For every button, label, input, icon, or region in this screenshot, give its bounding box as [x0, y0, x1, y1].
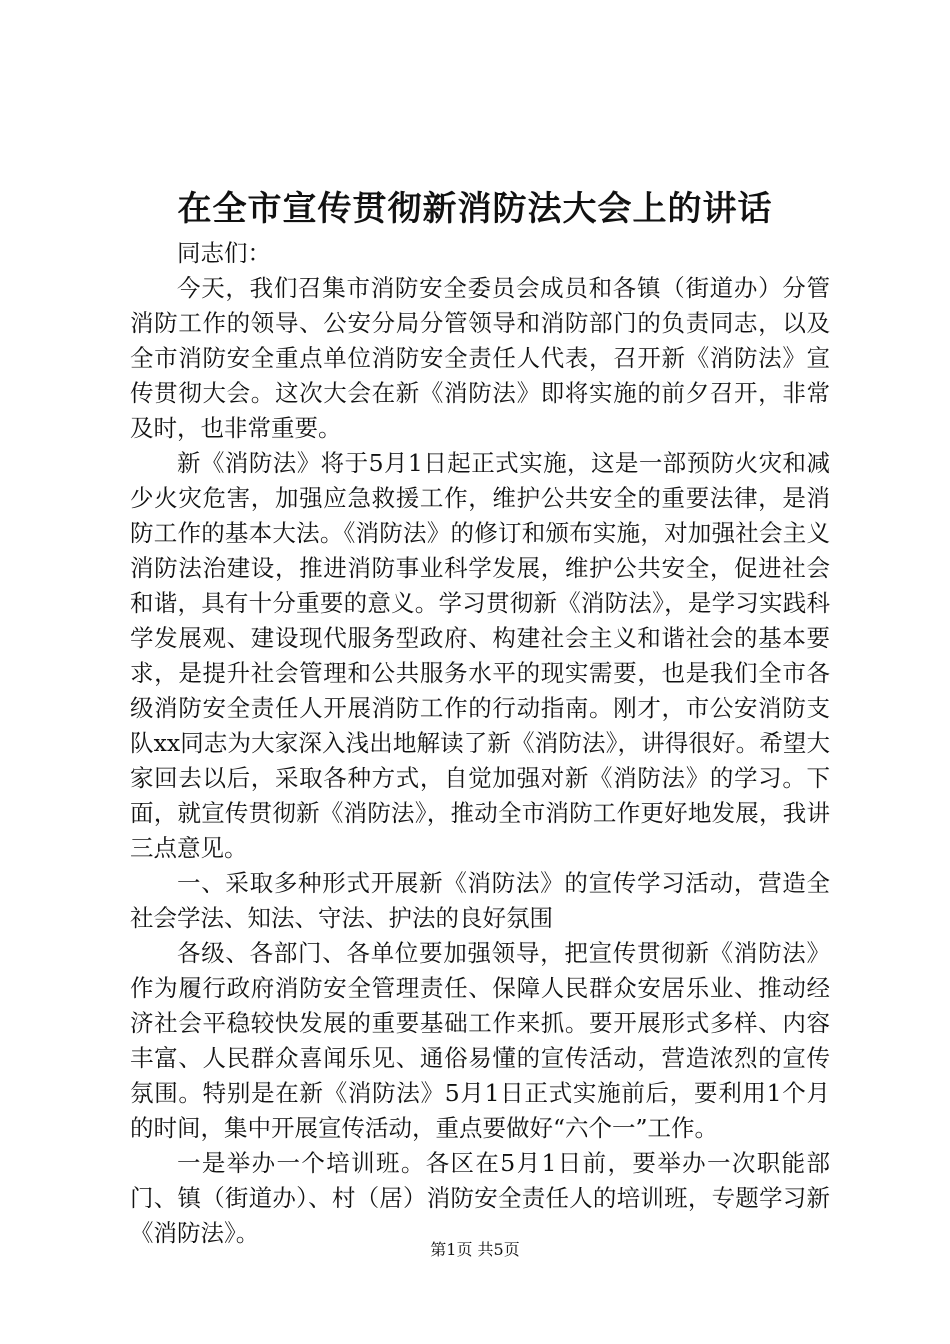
paragraph-publicity: 各级、各部门、各单位要加强领导，把宣传贯彻新《消防法》作为履行政府消防安全管理责任、保障人民群众安居乐业、推动经济社会平稳较快发展的重要基础工作来抓。要开展形式多样、内容丰富、人民群众喜闻乐见、通俗易懂的宣传活动，营造浓烈的宣传氛围。特别是在新《消防法》5月1日正式实施前后，要利用1个月的时间，集中开展宣传活动，重点要做好“六个一”工作。	[130, 939, 830, 1142]
paragraph-salutation: 同志们：	[177, 239, 271, 267]
section-heading-one: 一、采取多种形式开展新《消防法》的宣传学习活动，营造全社会学法、知法、守法、护法的良好氛围	[130, 869, 830, 932]
paragraph-training: 一是举办一个培训班。各区在5月1日前，要举办一次职能部门、镇（街道办）、村（居）消防安全责任人的培训班，专题学习新《消防法》。	[130, 1149, 830, 1247]
document-title: 在全市宣传贯彻新消防法大会上的讲话	[177, 189, 773, 229]
paragraph-opening: 今天，我们召集市消防安全委员会成员和各镇（街道办）分管消防工作的领导、公安分局分管领导和消防部门的负责同志，以及全市消防安全重点单位消防安全责任人代表，召开新《消防法》宣传贯彻大会。这次大会在新《消防法》即将实施的前夕召开，非常及时，也非常重要。	[130, 274, 830, 442]
paragraph-significance: 新《消防法》将于5月1日起正式实施，这是一部预防火灾和减少火灾危害，加强应急救援工作，维护公共安全的重要法律，是消防工作的基本大法。《消防法》的修订和颁布实施，对加强社会主义消防法治建设，推进消防事业科学发展，维护公共安全，促进社会和谐，具有十分重要的意义。学习贯彻新《消防法》，是学习实践科学发展观、建设现代服务型政府、构建社会主义和谐社会的基本要求，是提升社会管理和公共服务水平的现实需要，也是我们全市各级消防安全责任人开展消防工作的行动指南。刚才，市公安消防支队xx同志为大家深入浅出地解读了新《消防法》，讲得很好。希望大家回去以后，采取各种方式，自觉加强对新《消防法》的学习。下面，就宣传贯彻新《消防法》，推动全市消防工作更好地发展，我讲三点意见。	[130, 449, 830, 862]
page-footer: 第1页 共5页	[430, 1240, 520, 1259]
document-body	[130, 236, 830, 1251]
